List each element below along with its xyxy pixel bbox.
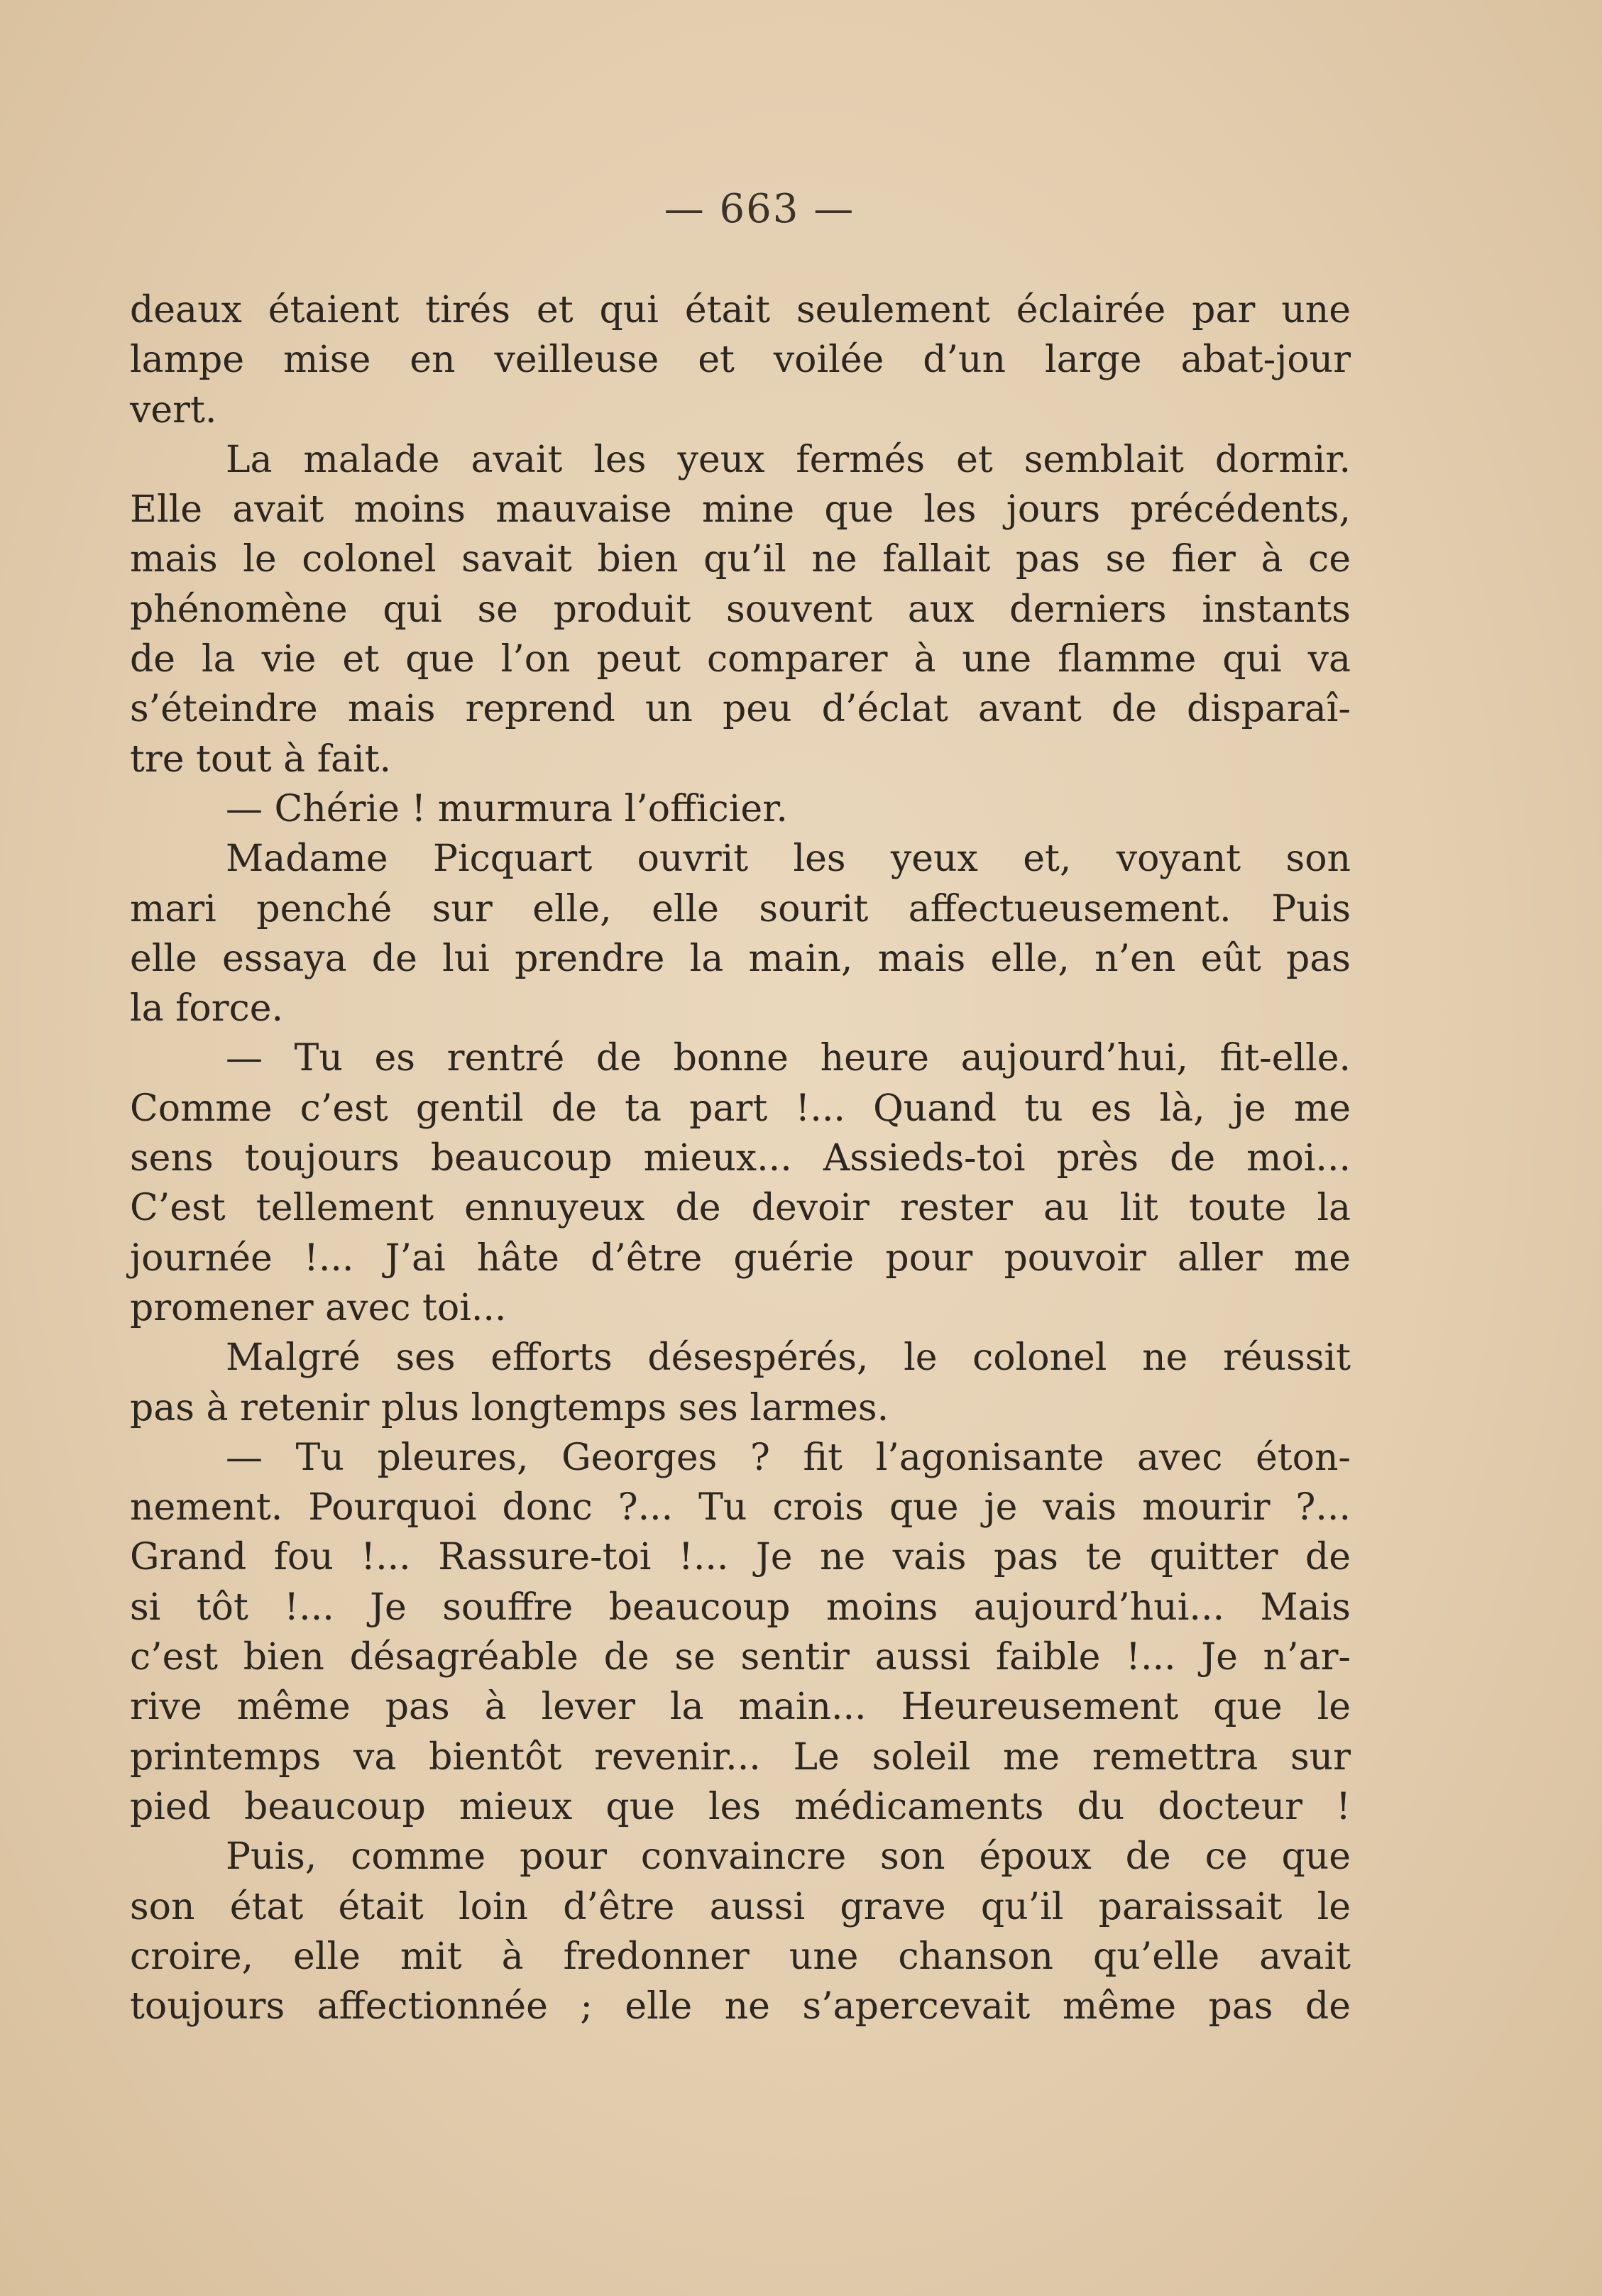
- text-line: elle essaya de lui prendre la main, mais elle, n’en eût pas: [130, 937, 1351, 980]
- text-line: — Tu pleures, Georges ? fit l’agonisante avec éton-: [226, 1436, 1351, 1479]
- text-line: croire, elle mit à fredonner une chanson qu’elle avait: [130, 1935, 1351, 1978]
- text-line: mais le colonel savait bien qu’il ne fallait pas se fier à ce: [130, 538, 1351, 581]
- text-line: pas à retenir plus longtemps ses larmes.: [130, 1386, 889, 1429]
- text-line: C’est tellement ennuyeux de devoir rester au lit toute la: [130, 1187, 1351, 1230]
- text-line: promener avec toi...: [130, 1286, 507, 1329]
- text-line: Madame Picquart ouvrit les yeux et, voyant son: [226, 837, 1351, 881]
- text-line: Puis, comme pour convaincre son époux de ce que: [226, 1835, 1351, 1879]
- text-line: si tôt !... Je souffre beaucoup moins aujourd’hui... Mais: [130, 1586, 1351, 1629]
- text-line: toujours affectionnée ; elle ne s’apercevait même pas de: [130, 1985, 1351, 2028]
- body-text: [130, 285, 1351, 2031]
- text-line: Elle avait moins mauvaise mine que les jours précédents,: [130, 488, 1351, 532]
- text-line: Malgré ses efforts désespérés, le colonel ne réussit: [226, 1336, 1351, 1380]
- page-number: — 663 —: [664, 186, 855, 232]
- text-line: sens toujours beaucoup mieux... Assieds-toi près de moi...: [130, 1137, 1351, 1180]
- text-line: nement. Pourquoi donc ?... Tu crois que je vais mourir ?...: [130, 1486, 1351, 1529]
- text-line: pied beaucoup mieux que les médicaments du docteur !: [130, 1785, 1351, 1828]
- text-line: tre tout à fait.: [130, 737, 392, 781]
- text-line: — Chérie ! murmura l’officier.: [226, 787, 788, 830]
- text-line: vert.: [130, 388, 217, 432]
- text-line: journée !... J’ai hâte d’être guérie pour pouvoir aller me: [130, 1236, 1351, 1280]
- text-line: phénomène qui se produit souvent aux derniers instants: [130, 588, 1351, 631]
- text-line: — Tu es rentré de bonne heure aujourd’hui, fit-elle.: [226, 1037, 1351, 1080]
- text-line: rive même pas à lever la main... Heureusement que le: [130, 1686, 1351, 1729]
- text-line: lampe mise en veilleuse et voilée d’un large abat-jour: [130, 339, 1351, 382]
- text-line: La malade avait les yeux fermés et semblait dormir.: [226, 438, 1351, 481]
- text-line: la force.: [130, 987, 283, 1031]
- text-line: s’éteindre mais reprend un peu d’éclat avant de disparaî-: [130, 688, 1351, 731]
- text-line: mari penché sur elle, elle sourit affectueusement. Puis: [130, 887, 1351, 930]
- text-line: de la vie et que l’on peut comparer à une flamme qui va: [130, 638, 1351, 681]
- text-line: c’est bien désagréable de se sentir aussi faible !... Je n’ar-: [130, 1636, 1351, 1679]
- text-line: Grand fou !... Rassure-toi !... Je ne vais pas te quitter de: [130, 1536, 1351, 1579]
- text-line: deaux étaient tirés et qui était seulement éclairée par une: [130, 289, 1351, 331]
- text-line: printemps va bientôt revenir... Le soleil me remettra sur: [130, 1735, 1351, 1779]
- text-line: Comme c’est gentil de ta part !... Quand tu es là, je me: [130, 1087, 1351, 1130]
- text-line: son état était loin d’être aussi grave qu’il paraissait le: [130, 1885, 1351, 1928]
